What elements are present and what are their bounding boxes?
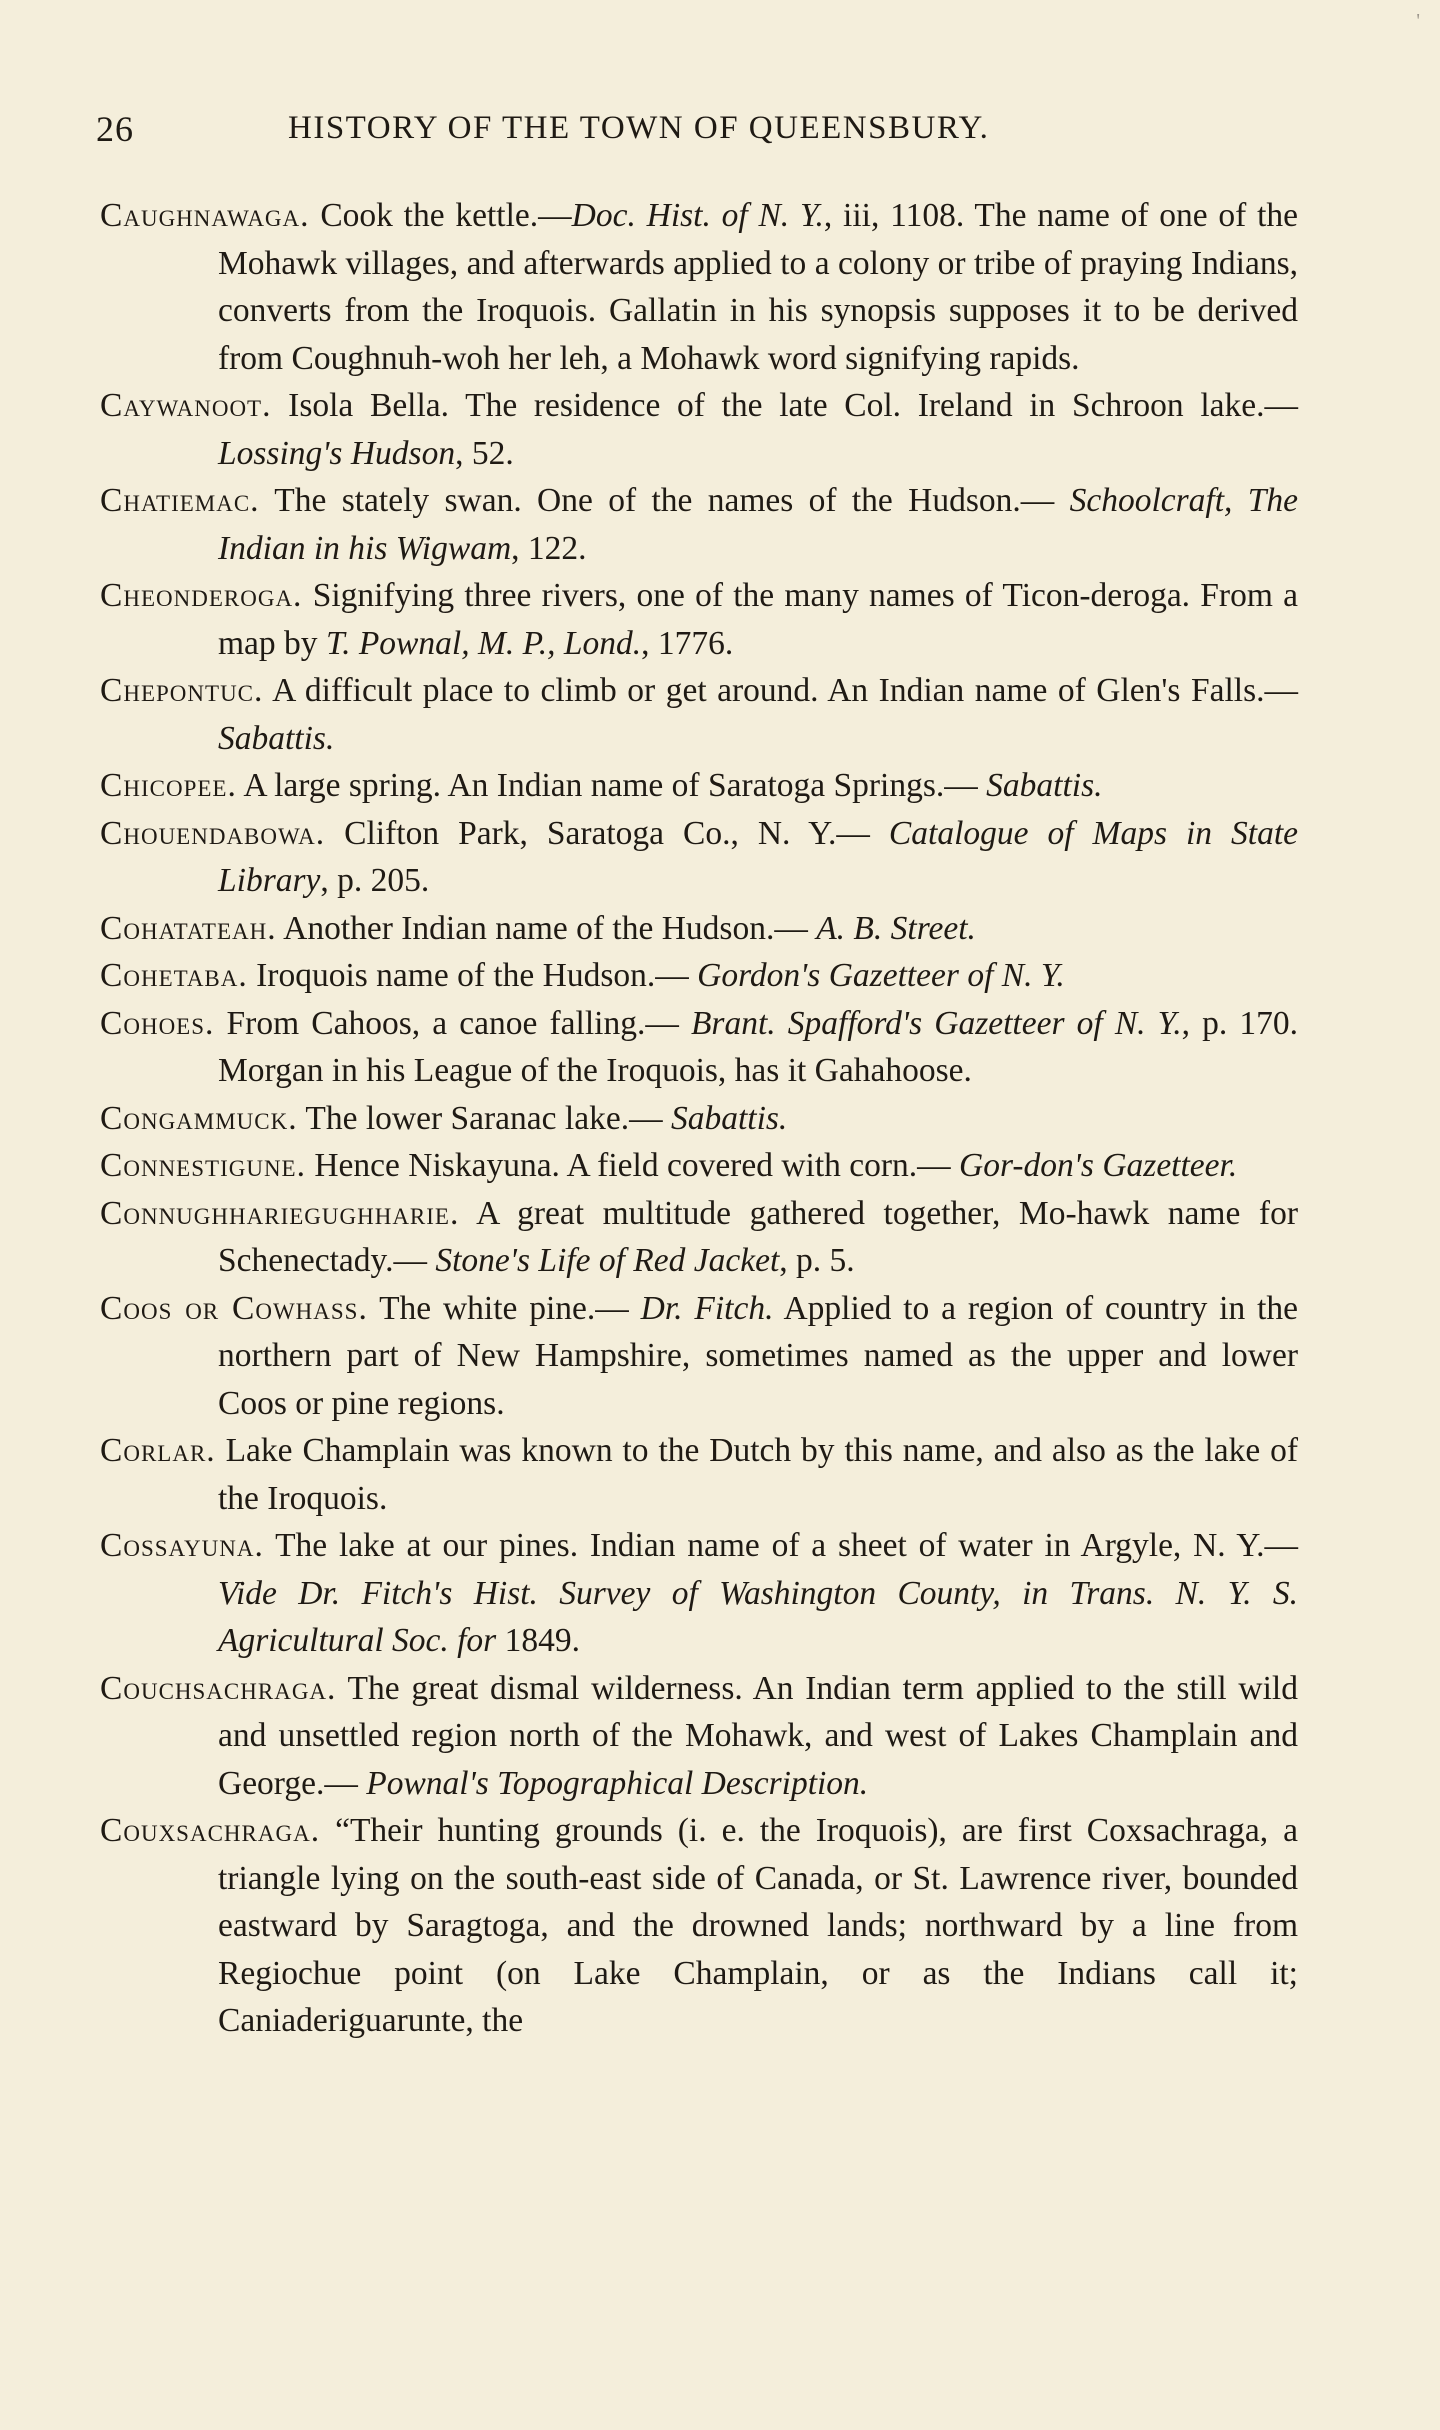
entry xyxy=(100,1807,1298,2045)
entry-headword: Caughnawaga. xyxy=(100,197,310,234)
entry xyxy=(100,667,1298,762)
entry-text: The great dismal wilderness. An Indian term applied to the still wild and unsettled region north of the Mohawk, and west of Lakes Champlain and George.— xyxy=(218,1669,1298,1802)
entry-citation: Lossing's Hudson xyxy=(218,434,456,472)
entry-text-tail: , 52. xyxy=(455,434,514,472)
entry xyxy=(100,1285,1298,1428)
entry-text: The lake at our pines. Indian name of a sheet of water in Argyle, N. Y.— xyxy=(275,1527,1298,1564)
entry-citation: Catalogue of Maps in State Library xyxy=(218,814,1299,899)
entry-citation: T. Pownal, M. P., Lond. xyxy=(325,624,642,662)
entry-citation: Sabattis. xyxy=(986,767,1103,804)
entry-citation: Gordon's Gazetteer of N. Y. xyxy=(697,957,1065,994)
entry-text: Signifying three rivers, one of the many names of Ticon-deroga. From a map by xyxy=(218,577,1299,662)
entry-headword: Connestigune. xyxy=(100,1147,306,1184)
entry-text-tail: , 1776. xyxy=(641,624,734,662)
entry xyxy=(100,477,1298,572)
entry-headword: Corlar. xyxy=(100,1432,216,1469)
entry-text-tail: , 122. xyxy=(511,529,587,567)
entry xyxy=(100,762,1298,810)
entry-citation: Pownal's Topographical Description. xyxy=(366,1764,869,1802)
entry-text: Clifton Park, Saratoga Co., N. Y.— xyxy=(344,814,889,852)
entry-text: The lower Saranac lake.— xyxy=(305,1099,671,1137)
entry-citation: Vide Dr. Fitch's Hist. Survey of Washington County, in Trans. N. Y. S. Agricultural Soc. for xyxy=(218,1574,1298,1659)
entry-text-tail: , p. 5. xyxy=(779,1242,855,1279)
entry-headword: Congammuck. xyxy=(100,1099,298,1137)
entry xyxy=(100,1665,1298,1808)
entry xyxy=(100,1427,1298,1522)
entry-headword: Chicopee. xyxy=(100,767,237,804)
entry-text: Lake Champlain was known to the Dutch by this name, and also as the lake of the Iroquois. xyxy=(218,1432,1299,1517)
entry-citation: Gor-don's Gazetteer. xyxy=(959,1147,1238,1184)
page-number: 26 xyxy=(96,109,134,149)
entry-headword: Cossayuna. xyxy=(100,1527,264,1564)
entry-text: From Cahoos, a canoe falling.— xyxy=(226,1004,691,1042)
entry xyxy=(100,952,1298,1000)
glossary-entries xyxy=(100,192,1298,2045)
entry xyxy=(100,1095,1298,1143)
page-header xyxy=(96,108,1296,168)
entry-text-tail: , iii, 1108. The name of one of the Mohawk villages, and afterwards applied to a colony or tribe of praying Indians, converts from the Iroquois. Gallatin in his synopsis supposes it to be derived from Coughnuh-woh her leh, a Mohawk word signifying rapids. xyxy=(218,197,1299,377)
entry-text: The white pine.— xyxy=(379,1289,641,1327)
entry-text-tail: Applied to a region of country in the northern part of New Hampshire, sometimes named as the upper and lower Coos or pine regions. xyxy=(218,1289,1298,1422)
entry-text: Another Indian name of the Hudson.— xyxy=(283,909,817,947)
entry xyxy=(100,192,1298,382)
entry-headword: Chouendabowa. xyxy=(100,814,326,852)
corner-mark: ' xyxy=(1416,10,1420,32)
entry xyxy=(100,1190,1298,1285)
entry xyxy=(100,1000,1298,1095)
entry xyxy=(100,905,1298,953)
entry xyxy=(100,810,1298,905)
entry-citation: Sabattis. xyxy=(670,1099,788,1137)
entry xyxy=(100,382,1298,477)
entry-headword: Caywanoot. xyxy=(100,387,272,424)
entry-citation: Doc. Hist. of N. Y. xyxy=(571,197,824,234)
entry-headword: Coos or Cowhass. xyxy=(100,1289,368,1327)
entry-text-tail: , p. 205. xyxy=(320,862,430,899)
entry-text: Isola Bella. The residence of the late Col. Ireland in Schroon lake.— xyxy=(288,387,1298,424)
entry-citation: Stone's Life of Red Jacket xyxy=(435,1242,780,1279)
entry-citation: Dr. Fitch. xyxy=(640,1289,774,1327)
entry xyxy=(100,1142,1298,1190)
entry-text: Cook the kettle.— xyxy=(320,197,572,234)
entry-text: A large spring. An Indian name of Saratoga Springs.— xyxy=(243,767,987,804)
entry-headword: Cohatateah. xyxy=(100,909,277,947)
entry-text: Iroquois name of the Hudson.— xyxy=(256,957,698,994)
entry xyxy=(100,1522,1298,1665)
entry-citation: A. B. Street. xyxy=(816,909,976,947)
entry-headword: Connughhariegughharie. xyxy=(100,1194,460,1232)
running-head: HISTORY OF THE TOWN OF QUEENSBURY. xyxy=(288,110,990,146)
entry-citation: Schoolcraft, The Indian in his Wigwam xyxy=(218,482,1298,567)
entry-text: A difficult place to climb or get around. An Indian name of Glen's Falls.— xyxy=(272,672,1298,709)
entry-citation: Brant. Spafford's Gazetteer of N. Y. xyxy=(690,1004,1182,1042)
entry-headword: Cohetaba. xyxy=(100,957,248,994)
entry-citation: Sabattis. xyxy=(218,719,335,757)
entry xyxy=(100,572,1298,667)
entry-headword: Chatiemac. xyxy=(100,482,260,519)
entry-text-tail: , p. 170. Morgan in his League of the Iroquois, has it Gahahoose. xyxy=(218,1004,1298,1089)
entry-text-tail: 1849. xyxy=(496,1622,580,1659)
entry-headword: Cheonderoga. xyxy=(100,577,303,614)
entry-headword: Cohoes. xyxy=(100,1004,215,1042)
entry-text: The stately swan. One of the names of the Hudson.— xyxy=(274,482,1070,519)
entry-text: Hence Niskayuna. A field covered with corn.— xyxy=(314,1147,960,1184)
entry-headword: Couchsachraga. xyxy=(100,1669,337,1707)
entry-text: A great multitude gathered together, Mo-hawk name for Schenectady.— xyxy=(218,1194,1298,1279)
entry-text: “Their hunting grounds (i. e. the Iroquois), are first Coxsachraga, a triangle lying on the south-east side of Canada, or St. Lawrence river, bounded eastward by Saragtoga, and the drowned lands; northward by a line from Regiochue point (on Lake Champlain, or as the Indians call it; Caniaderiguarunte, the xyxy=(218,1812,1299,2039)
entry-headword: Couxsachraga. xyxy=(100,1812,321,1849)
entry-headword: Chepontuc. xyxy=(100,672,264,709)
